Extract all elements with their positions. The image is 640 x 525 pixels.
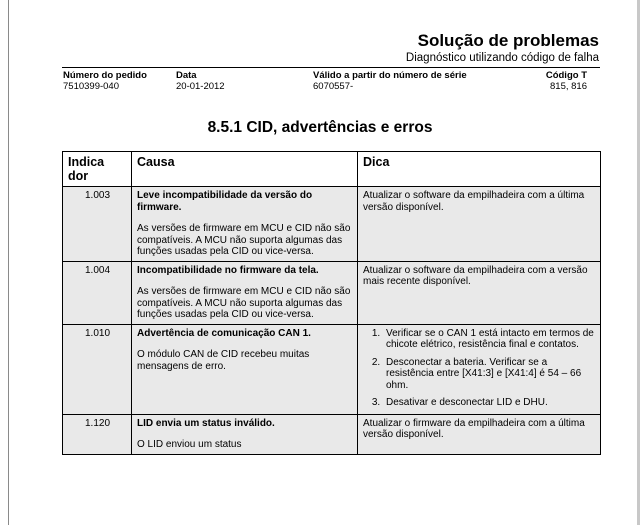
cause-title: LID envia um status inválido. <box>137 417 275 429</box>
header-cause: Causa <box>132 152 358 187</box>
cause-title: Advertência de comunicação CAN 1. <box>137 327 311 339</box>
table-row <box>63 414 601 454</box>
row-cause <box>132 414 358 454</box>
row-cause <box>132 187 358 262</box>
cause-description: O LID enviou um status <box>137 439 242 450</box>
meta-order <box>63 70 147 92</box>
header-rule <box>62 67 600 68</box>
page-title: Solução de problemas <box>417 31 599 50</box>
row-code: 1.004 <box>63 261 132 324</box>
header-code: Indica dor <box>63 152 132 187</box>
page-left-edge <box>8 0 9 525</box>
page-subtitle: Diagnóstico utilizando código de falha <box>405 52 599 64</box>
row-cause <box>132 261 358 324</box>
row-tip: Atualizar o software da empilhadeira com a versão mais recente disponível. <box>358 261 601 324</box>
error-code-table <box>62 151 601 455</box>
table-row <box>63 324 601 414</box>
table-row <box>63 187 601 262</box>
header-tip: Dica <box>358 152 601 187</box>
meta-order-label: Número do pedido <box>63 70 147 81</box>
section-title: 8.5.1 CID, advertências e erros <box>207 119 433 136</box>
tip-step: 3. Desativar e desconectar LID e DHU. <box>383 397 596 409</box>
cause-description: As versões de firmware em MCU e CID não são compatíveis. A MCU não suporta algumas das funções usadas pela CID ou vice-versa. <box>137 223 351 257</box>
row-code: 1.010 <box>63 324 132 414</box>
meta-order-value: 7510399-040 <box>63 81 119 92</box>
row-cause <box>132 324 358 414</box>
tip-list <box>363 328 596 409</box>
table-header-row <box>63 152 601 187</box>
meta-serial-label: Válido a partir do número de série <box>313 70 467 81</box>
meta-date-label: Data <box>176 70 197 81</box>
cause-description: O módulo CAN de CID recebeu muitas mensagens de erro. <box>137 349 310 372</box>
tip-step: 2. Desconectar a bateria. Verificar se a resistência entre [X41:3] e [X41:4] é 54 – 66 ohm. <box>383 357 596 392</box>
row-tip: Atualizar o firmware da empilhadeira com a última versão disponível. <box>358 414 601 454</box>
meta-tcode <box>546 70 587 92</box>
cause-title: Leve incompatibilidade da versão do firmware. <box>137 190 313 213</box>
cause-description: As versões de firmware em MCU e CID não são compatíveis. A MCU não suporta algumas das funções usadas pela CID ou vice-versa. <box>137 286 351 320</box>
meta-serial-value: 6070557- <box>313 81 354 92</box>
meta-tcode-label: Código T <box>545 70 587 81</box>
tip-step: 1. Verificar se o CAN 1 está intacto em termos de chicote elétrico, resistência final e contatos. <box>383 328 596 351</box>
meta-date <box>176 70 225 92</box>
row-tip <box>358 324 601 414</box>
meta-tcode-value: 815, 816 <box>550 81 587 92</box>
table-row <box>63 261 601 324</box>
row-code: 1.120 <box>63 414 132 454</box>
meta-serial <box>313 70 467 92</box>
row-tip: Atualizar o software da empilhadeira com a última versão disponível. <box>358 187 601 262</box>
row-code: 1.003 <box>63 187 132 262</box>
meta-date-value: 20-01-2012 <box>176 81 225 92</box>
cause-title: Incompatibilidade no firmware da tela. <box>137 264 319 276</box>
